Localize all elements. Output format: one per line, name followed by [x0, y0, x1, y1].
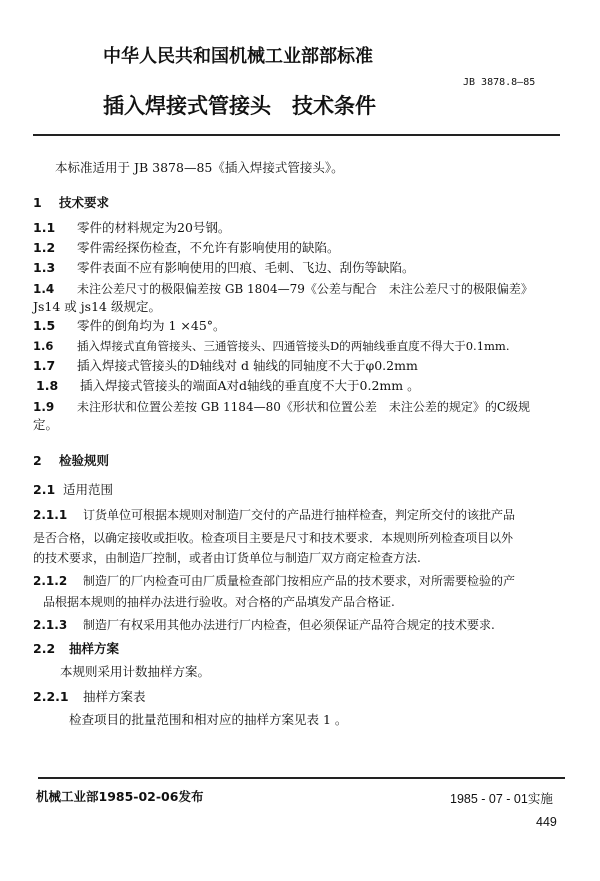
- clause-2-2-1-text: 检查项目的批量范围和相对应的抽样方案见表 1 。: [69, 712, 348, 727]
- clause-2-1-1-line3: 的技术要求，由制造厂控制，或者由订货单位与制造厂双方商定检查方法.: [33, 551, 421, 565]
- page-number: 449: [536, 815, 557, 829]
- issue-date: 机械工业部1985-02-06发布: [36, 789, 204, 804]
- clause-1-9: 1.9 未注形状和位置公差按 GB 1184—80《形状和位置公差 未注公差的规定》的C级规: [33, 400, 531, 414]
- standard-code: JB 3878.8—85: [463, 77, 536, 88]
- clause-1-1: 1.1 零件的材料规定为20号钢。: [33, 220, 231, 235]
- clause-1-4-cont: Js14 或 js14 级规定。: [33, 299, 161, 314]
- clause-2-1-2: 2.1.2 制造厂的厂内检查可由厂质量检查部门按相应产品的技术要求，对所需要检验的产: [33, 574, 516, 588]
- issuing-organization: 中华人民共和国机械工业部部标准: [103, 46, 373, 67]
- footer-rule: [38, 777, 565, 779]
- clause-1-2: 1.2 零件需经探伤检查，不允许有影响使用的缺陷。: [33, 240, 340, 255]
- section-2-heading: 2 检验规则: [33, 453, 110, 468]
- clause-2-2-text: 本规则采用计数抽样方案。: [60, 664, 211, 679]
- clause-2-1-1: 2.1.1 订货单位可根据本规则对制造厂交付的产品进行抽样检查，判定所交付的该批产品: [33, 508, 516, 522]
- clause-1-4: 1.4 未注公差尺寸的极限偏差按 GB 1804—79《公差与配合 未注公差尺寸的极限偏差》: [33, 282, 533, 296]
- clause-2-1-1-line2: 是否合格，以确定接收或拒收。检查项目主要是尺寸和技术要求．本规则所列检查项目以外: [33, 531, 514, 545]
- clause-1-6: 1.6 插入焊接式直角管接头、三通管接头、四通管接头D的两轴线垂直度不得大于0.1mm.: [33, 339, 510, 353]
- section-1-heading: 1 技术要求: [33, 195, 110, 210]
- clause-1-5: 1.5 零件的倒角均为 1 ×45°。: [33, 318, 226, 333]
- clause-2-1-2-line2: 品根据本规则的抽样办法进行验收。对合格的产品填发产品合格证.: [43, 595, 395, 609]
- clause-1-8: 1.8 插入焊接式管接头的端面A对d轴线的垂直度不大于0.2mm 。: [36, 378, 420, 393]
- clause-2-2-1: 2.2.1 抽样方案表: [33, 689, 146, 704]
- clause-2-1-3: 2.1.3 制造厂有权采用其他办法进行厂内检查，但必须保证产品符合规定的技术要求.: [33, 618, 495, 632]
- document-title: 插入焊接式管接头 技术条件: [103, 94, 376, 118]
- clause-2-1: 2.1 适用范围: [33, 482, 114, 497]
- intro-text: 本标准适用于 JB 3878—85《插入焊接式管接头》。: [55, 160, 344, 175]
- clause-1-7: 1.7 插入焊接式管接头的D轴线对 d 轴线的同轴度不大于φ0.2mm: [33, 358, 418, 373]
- header-rule: [33, 134, 560, 136]
- clause-1-9-cont: 定。: [33, 417, 59, 432]
- effective-date: 1985 - 07 - 01实施: [450, 792, 553, 806]
- clause-1-3: 1.3 零件表面不应有影响使用的凹痕、毛刺、飞边、刮伤等缺陷。: [33, 260, 415, 275]
- clause-2-2: 2.2 抽样方案: [33, 641, 120, 656]
